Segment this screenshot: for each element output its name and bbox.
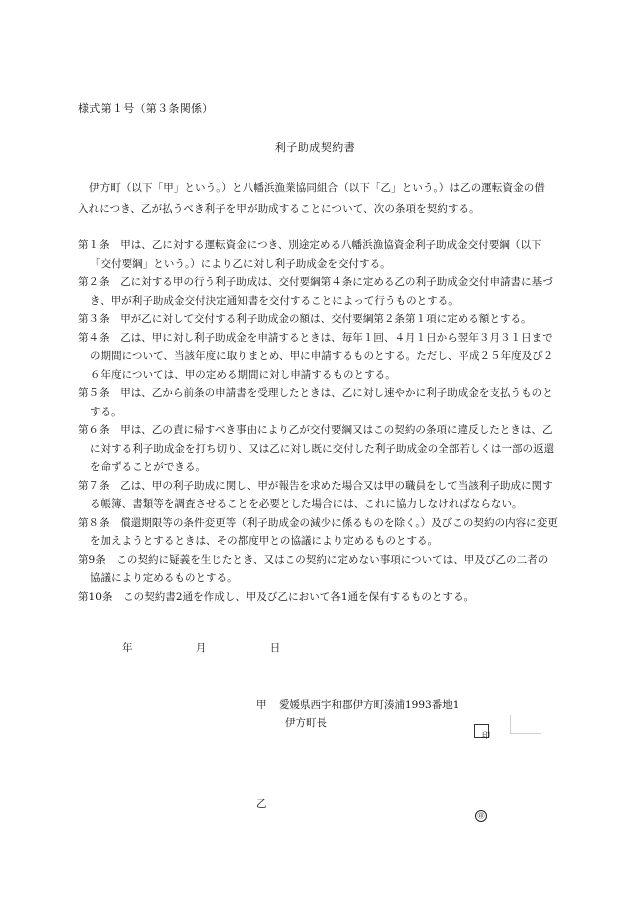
article-5: 第５条 甲は、乙から前条の申請書を受理したときは、乙に対し速やかに利子助成金を支払うものとする。 bbox=[78, 387, 553, 418]
articles-list bbox=[78, 236, 558, 606]
document-title: 利子助成契約書 bbox=[274, 141, 356, 154]
corner-bracket-mark bbox=[510, 715, 541, 734]
party-ko-label: 甲 bbox=[256, 699, 267, 711]
article-1: 第１条 甲は、乙に対する運転資金につき、別途定める八幡浜漁協資金利子助成金交付要綱（以下「交付要綱」という。）により乙に対し利子助成金を交付する。 bbox=[78, 239, 542, 270]
article-9: 第9条 この契約に疑義を生じたとき、又はこの契約に定めない事項については、甲及び乙の二者の協議により定めるものとする。 bbox=[78, 553, 549, 584]
date-year: 年 bbox=[122, 642, 133, 654]
date-month: 月 bbox=[195, 642, 207, 654]
article-8: 第８条 償還期限等の条件変更等（利子助成金の減少に係るものを除く。）及びこの契約の内容に変更を加えようとするときは、その都度甲との協議により定めるものとする。 bbox=[78, 516, 558, 547]
form-number: 様式第１号（第３条関係） bbox=[78, 102, 214, 115]
article-3: 第３条 甲が乙に対して交付する利子助成金の額は、交付要綱第２条第１項に定める額とする。 bbox=[78, 313, 532, 325]
article-4: 第４条 乙は、甲に対し利子助成金を申請するときは、毎年１回、４月１日から翌年３月３１日までの期間について、当該年度に取りまとめ、甲に申請するものとする。ただし、平成２５年度及び２６年度については、甲の定める期間に対し申請するものとする。 bbox=[78, 331, 554, 381]
party-otsu-label: 乙 bbox=[256, 798, 267, 810]
party-otsu-seal-mark: ㊞ bbox=[475, 810, 487, 822]
party-ko-name: 伊方町長 bbox=[285, 717, 327, 729]
article-7: 第７条 乙は、甲の利子助成に関し、甲が報告を求めた場合又は甲の職員をして当該利子助成に関する帳簿、書類等を調査させることを必要とした場合には、これに協力しなければならない。 bbox=[78, 479, 553, 510]
party-ko-seal-char: 印 bbox=[482, 731, 490, 740]
date-day: 日 bbox=[269, 642, 281, 654]
article-6: 第６条 甲は、乙の責に帰すべき事由により乙が交付要綱又はこの契約の条項に違反したときは、乙に対する利子助成金を打ち切り、又は乙に対し既に交付した利子助成金の全部若しくは一部の返還を命ずることができる。 bbox=[78, 424, 555, 473]
article-2: 第２条 乙に対する甲の行う利子助成は、交付要綱第４条に定める乙の利子助成金交付申請書に基づき、甲が利子助成金交付決定通知書を交付することによって行うものとする。 bbox=[78, 276, 553, 307]
party-ko-seal-box bbox=[474, 724, 489, 738]
party-ko-address: 愛媛県西宇和郡伊方町湊浦1993番地1 bbox=[279, 699, 460, 711]
preamble-paragraph: 伊方町（以下「甲」という。）と八幡浜漁業協同組合（以下「乙」という。）は乙の運転資金の借入れにつき、乙が払うべき利子を甲が助成することについて、次の条項を契約する。 bbox=[78, 182, 545, 215]
article-10: 第10条 この契約書2通を作成し、甲及び乙において各1通を保有するものとする。 bbox=[78, 590, 475, 603]
date-line bbox=[122, 640, 310, 655]
